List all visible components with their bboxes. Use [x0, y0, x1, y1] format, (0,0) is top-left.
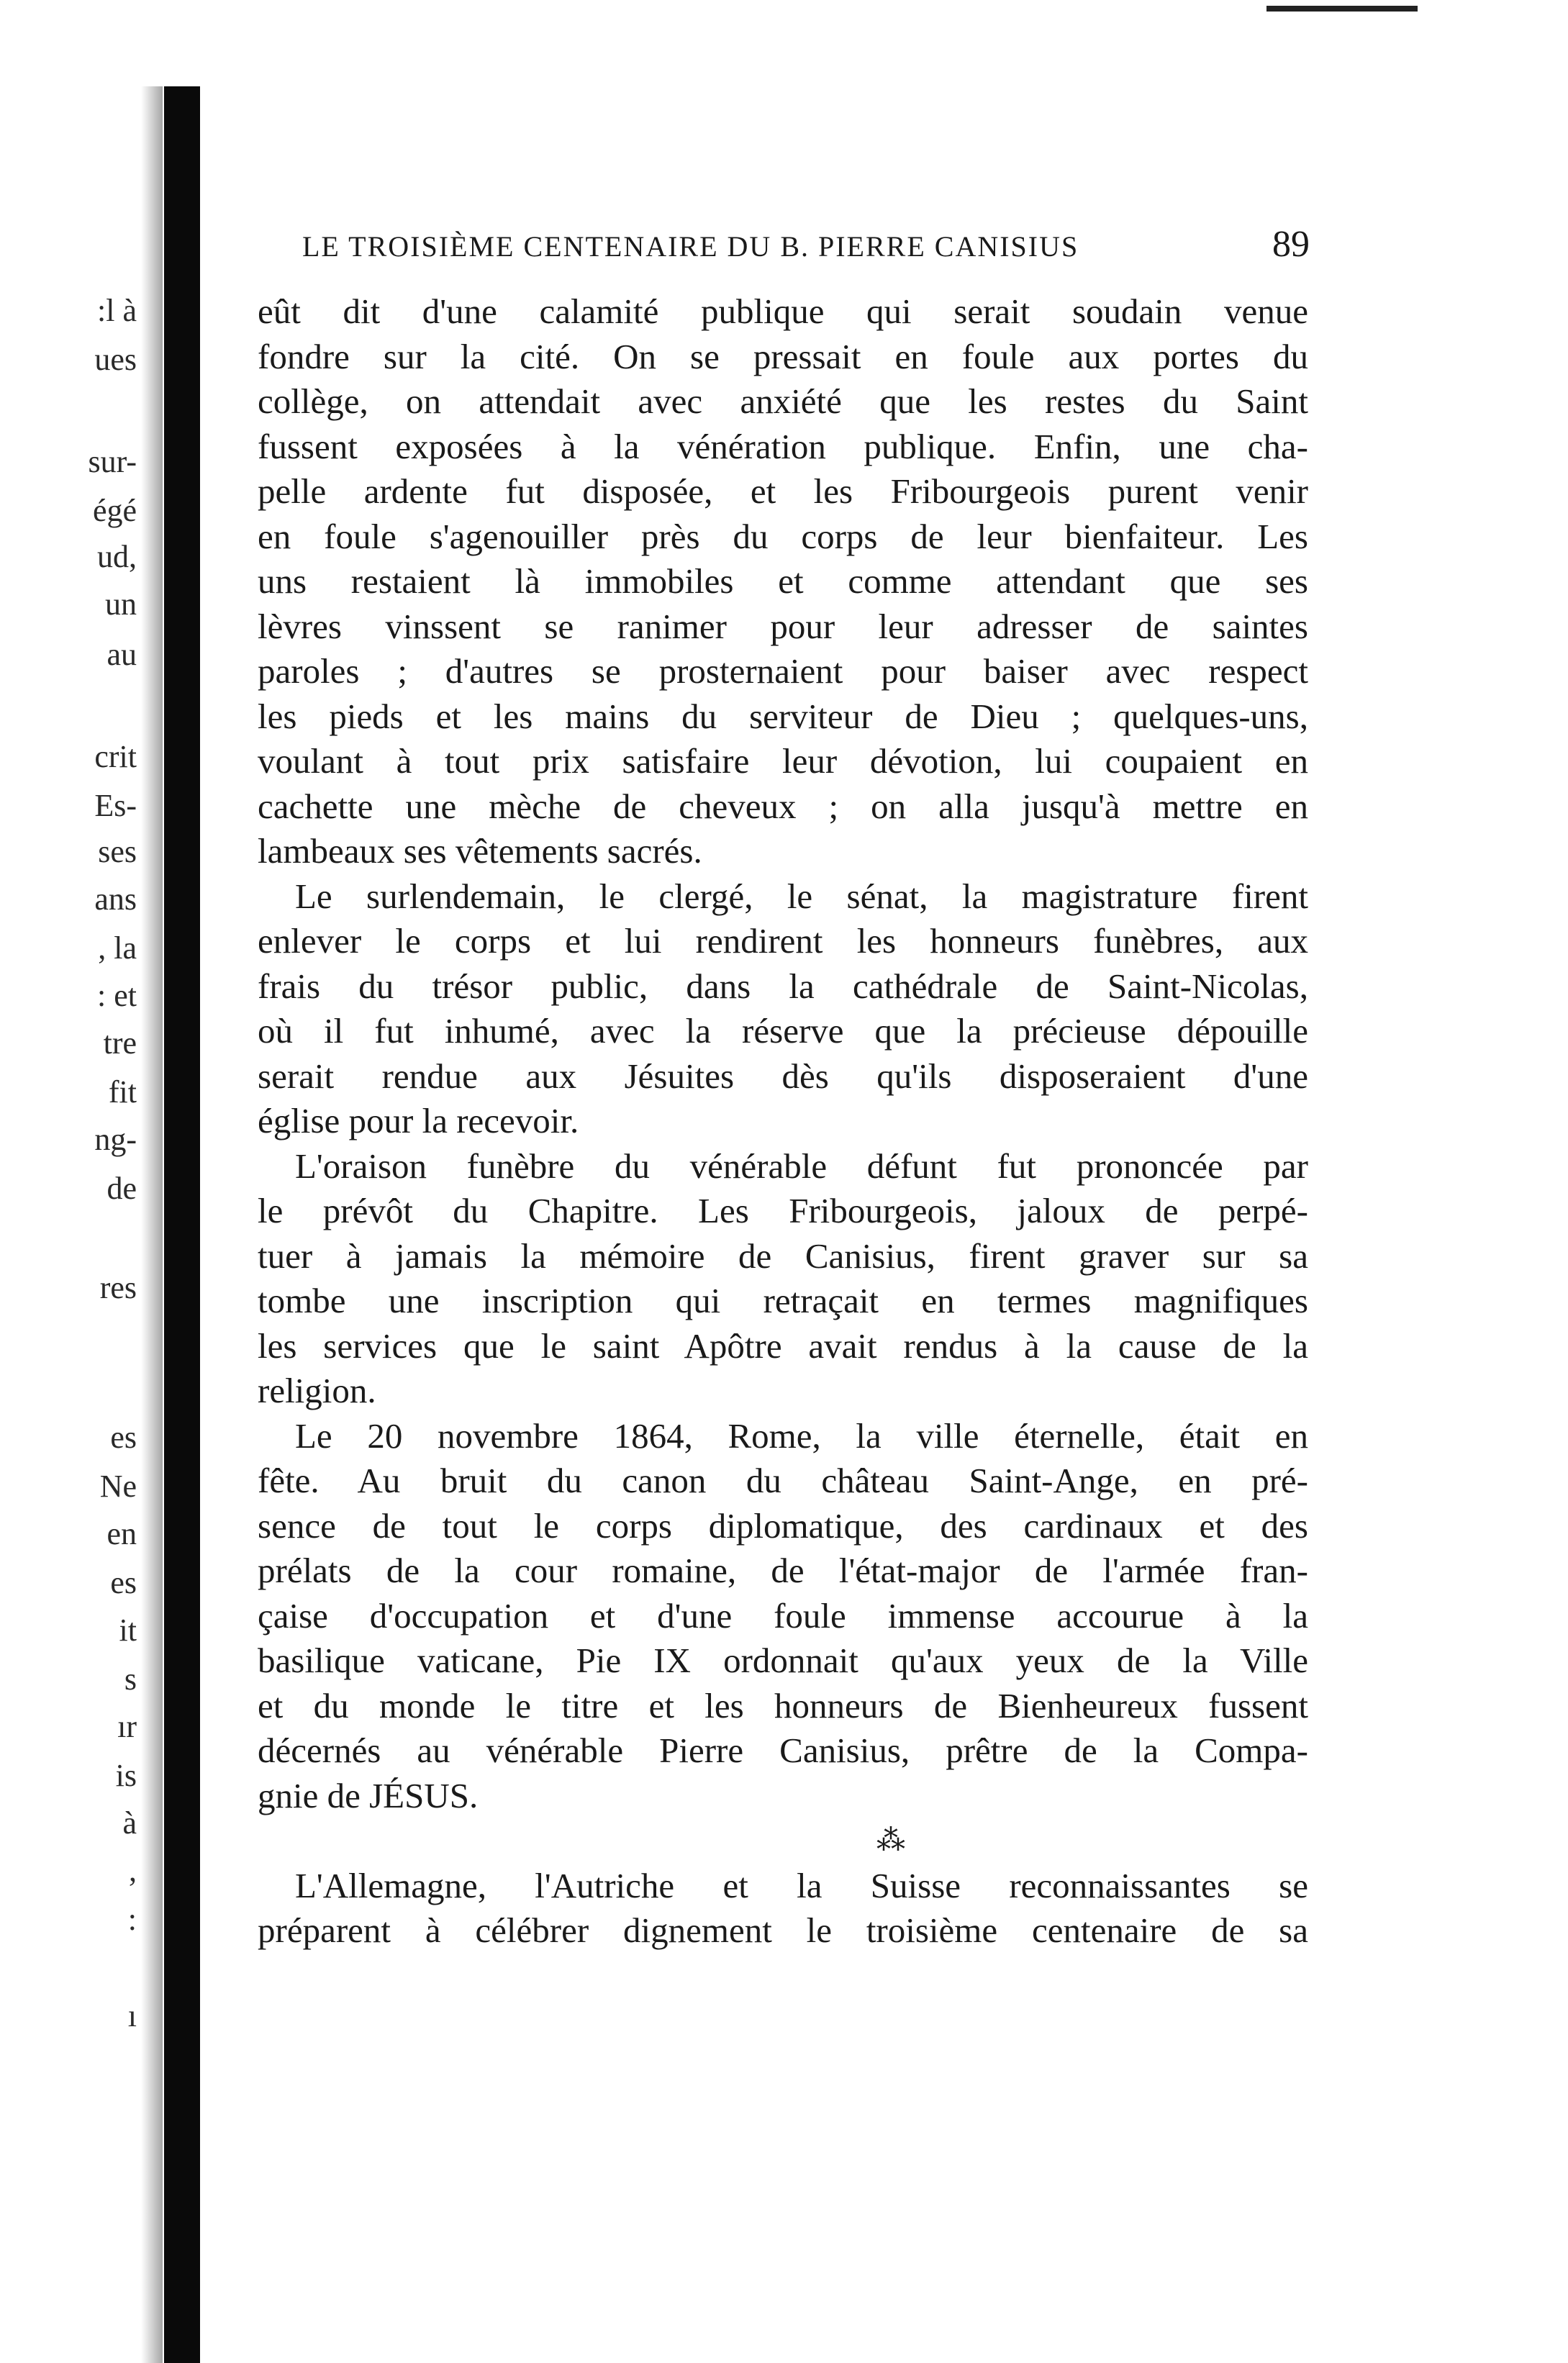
- text-line: Le 20 novembre 1864, Rome, la ville éternelle, était en: [295, 1415, 1308, 1456]
- margin-fragment: crit: [94, 739, 137, 774]
- margin-fragment: ses: [98, 834, 137, 869]
- margin-fragment: à: [122, 1805, 137, 1841]
- text-line: en foule s'agenouiller près du corps de leur bienfaiteur. Les: [258, 516, 1308, 556]
- text-line: paroles ; d'autres se prosternaient pour baiser avec respect: [258, 651, 1308, 691]
- text-line: enlever le corps et lui rendirent les honneurs funèbres, aux: [258, 921, 1308, 961]
- text-line: où il fut inhumé, avec la réserve que la précieuse dépouille: [258, 1011, 1308, 1051]
- margin-fragment: Ne: [99, 1469, 137, 1504]
- text-line: religion.: [258, 1371, 376, 1410]
- margin-fragment: es: [110, 1420, 137, 1455]
- margin-fragment: :l à: [97, 293, 137, 328]
- margin-fragment: res: [99, 1270, 137, 1305]
- text-line: Le surlendemain, le clergé, le sénat, la magistrature firent: [295, 876, 1308, 916]
- margin-fragment: , la: [98, 930, 137, 966]
- text-line: uns restaient là immobiles et comme attendant que ses: [258, 561, 1308, 601]
- running-header: [302, 223, 1310, 266]
- margin-fragment: un: [105, 586, 137, 622]
- text-line: église pour la recevoir.: [258, 1101, 579, 1140]
- text-line: basilique vaticane, Pie IX ordonnait qu'aux yeux de la Ville: [258, 1641, 1308, 1680]
- margin-fragment: en: [107, 1516, 137, 1551]
- text-line: voulant à tout prix satisfaire leur dévotion, lui coupaient en: [258, 741, 1308, 781]
- text-line: et du monde le titre et les honneurs de Bienheureux fussent: [258, 1685, 1308, 1725]
- book-spine-gutter: [164, 86, 200, 2363]
- text-line: frais du trésor public, dans la cathédrale de Saint-Nicolas,: [258, 966, 1308, 1006]
- margin-fragment: it: [119, 1613, 137, 1648]
- margin-fragment: ues: [94, 342, 137, 377]
- text-line: les pieds et les mains du serviteur de Dieu ; quelques-uns,: [258, 696, 1308, 736]
- running-title: LE TROISIÈME CENTENAIRE DU B. PIERRE CANISIUS: [302, 230, 1079, 263]
- text-line: gnie de JÉSUS.: [258, 1775, 479, 1815]
- margin-fragment: ud,: [97, 539, 137, 574]
- margin-fragment: fit: [108, 1074, 137, 1110]
- margin-fragment: ans: [94, 881, 137, 917]
- body-text: [258, 289, 1308, 1954]
- margin-fragment: ,: [129, 1853, 137, 1888]
- margin-fragment: tre: [103, 1025, 137, 1061]
- text-line: pelle ardente fut disposée, et les Fribourgeois purent venir: [258, 471, 1308, 511]
- scan-top-rule: [1266, 6, 1418, 12]
- text-line: tombe une inscription qui retraçait en termes magnifiques: [258, 1281, 1308, 1320]
- text-line: prélats de la cour romaine, de l'état-major de l'armée fran-: [258, 1551, 1308, 1590]
- margin-fragment: sur-: [88, 444, 137, 479]
- margin-fragment: ng-: [94, 1122, 137, 1157]
- text-line: préparent à célébrer dignement le troisième centenaire de sa: [258, 1910, 1308, 1950]
- margin-fragment: de: [107, 1171, 137, 1206]
- text-line: les services que le saint Apôtre avait rendus à la cause de la: [258, 1325, 1308, 1366]
- text-line: L'oraison funèbre du vénérable défunt fut prononcée par: [295, 1146, 1308, 1186]
- margin-fragment: au: [107, 637, 137, 672]
- page-number: 89: [1272, 224, 1310, 265]
- text-line: çaise d'occupation et d'une foule immense accourue à la: [258, 1595, 1308, 1636]
- text-line: le prévôt du Chapitre. Les Fribourgeois, jaloux de perpé-: [258, 1191, 1308, 1230]
- section-break-asterism: ⁂: [876, 1824, 905, 1856]
- text-line: serait rendue aux Jésuites dès qu'ils disposeraient d'une: [258, 1056, 1308, 1096]
- margin-fragment: is: [115, 1758, 137, 1793]
- text-line: collège, on attendait avec anxiété que les restes du Saint: [258, 381, 1308, 421]
- margin-fragment: ır: [117, 1709, 137, 1744]
- margin-fragment: ı: [127, 1998, 137, 2033]
- margin-fragment: : et: [97, 978, 137, 1013]
- text-line: fussent exposées à la vénération publique. Enfin, une cha-: [258, 426, 1308, 466]
- margin-fragment: :: [127, 1902, 137, 1937]
- text-line: sence de tout le corps diplomatique, des cardinaux et des: [258, 1505, 1308, 1546]
- margin-fragment: Es-: [94, 788, 137, 823]
- margin-fragment: s: [124, 1661, 137, 1697]
- text-line: tuer à jamais la mémoire de Canisius, firent graver sur sa: [258, 1235, 1308, 1276]
- text-line: fête. Au bruit du canon du château Saint-Ange, en pré-: [258, 1461, 1308, 1500]
- text-line: lèvres vinssent se ranimer pour leur adresser de saintes: [258, 606, 1308, 646]
- text-line: lambeaux ses vêtements sacrés.: [258, 831, 702, 871]
- text-line: L'Allemagne, l'Autriche et la Suisse reconnaissantes se: [295, 1865, 1308, 1905]
- text-line: cachette une mèche de cheveux ; on alla jusqu'à mettre en: [258, 786, 1308, 826]
- text-line: eût dit d'une calamité publique qui serait soudain venue: [258, 291, 1308, 331]
- spine-shadow: [141, 86, 163, 2363]
- margin-fragment: égé: [92, 493, 137, 528]
- margin-fragment: es: [110, 1565, 137, 1600]
- text-line: décernés au vénérable Pierre Canisius, prêtre de la Compa-: [258, 1731, 1308, 1770]
- text-line: fondre sur la cité. On se pressait en foule aux portes du: [258, 336, 1308, 376]
